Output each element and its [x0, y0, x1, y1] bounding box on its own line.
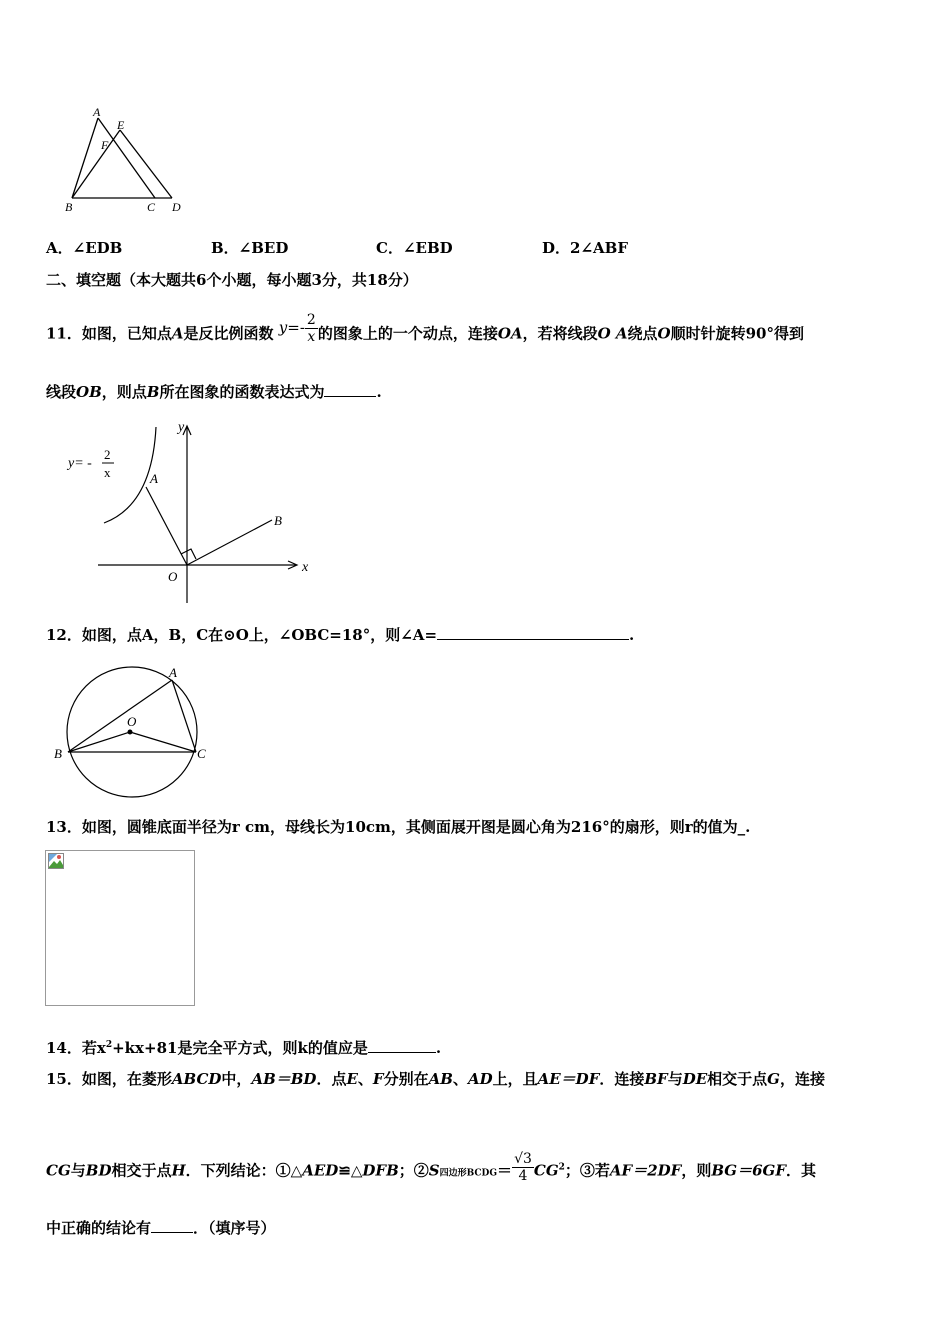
q15-line1: 15．如图，在菱形ABCD中，AB＝BD．点E、F分别在AB、AD上，且AE＝DF．连接BF与DE相交于点G，连接: [46, 1070, 825, 1088]
q11-line2: 线段OB，则点B所在图象的函数表达式为 .: [46, 383, 382, 401]
option-b: B．∠BED: [211, 239, 289, 257]
q14-line: 14．若$x^2+kx+81$是完全平方式，则k的值应是 .: [46, 1039, 442, 1057]
label-C: C: [147, 200, 156, 214]
broken-image-placeholder: [45, 850, 195, 1006]
q11-answer-blank[interactable]: [324, 382, 376, 397]
y-axis-label: y: [178, 420, 185, 435]
label-F: F: [101, 138, 109, 152]
q14-answer-blank[interactable]: [368, 1038, 436, 1053]
q13-line: 13．如图，圆锥底面半径为r cm，母线长为10cm，其侧面展开图是圆心角为216°的扇形，则r的值为_.: [46, 818, 751, 836]
label-B: B: [65, 200, 73, 214]
option-a: A．∠EDB: [46, 239, 123, 257]
option-d: D．2∠ABF: [542, 239, 628, 257]
q11-line1: 11．如图，已知点A是反比例函数 y=- $\frac{2}{x}$ 的图象上的一个动点，连接OA，若将线段O A绕点O顺时针旋转90°得到: [46, 312, 804, 345]
point-A: A: [150, 471, 158, 486]
circle-diagram: [50, 660, 220, 805]
q12-line: 12．如图，点A，B，C在⊙O上，∠OBC=18°，则∠A= .: [46, 626, 635, 644]
section-heading: 二、填空题（本大题共6个小题，每小题3分，共18分）: [46, 271, 418, 289]
point-B: B: [274, 513, 282, 528]
circle-point-C: C: [197, 746, 206, 761]
label-A: A: [93, 105, 101, 119]
option-c: C．∠EBD: [376, 239, 453, 257]
q11-number: 11．: [46, 324, 82, 343]
fn-label: y= -: [68, 456, 92, 471]
q15-line2: CG与BD相交于点H．下列结论：①△AED≌△DFB；②S四边形BCDG＝ $\frac{√3}{4}$ $CG^2$；③若AF＝2DF，则BG＝6GF．其: [46, 1151, 817, 1184]
q15-line3: 中正确的结论有 ．（填序号）: [46, 1219, 276, 1237]
fn-num: 2: [104, 447, 111, 462]
figure-coordinate-q11: [60, 415, 330, 610]
figure-circle-q12: [50, 660, 220, 805]
q15-answer-blank[interactable]: [151, 1218, 193, 1233]
triangle-diagram: [60, 104, 190, 219]
x-axis-label: x: [302, 560, 309, 575]
q12-answer-blank[interactable]: [437, 625, 629, 640]
circle-point-A: A: [169, 665, 177, 680]
point-O: O: [168, 569, 178, 584]
coordinate-diagram: [60, 415, 330, 610]
q15-fraction: $\frac{√3}{4}$: [514, 1151, 532, 1184]
q11-function: y=- $\frac{2}{x}$: [278, 312, 316, 345]
label-E: E: [117, 118, 125, 132]
circle-point-B: B: [54, 746, 62, 761]
label-D: D: [172, 200, 181, 214]
broken-image-icon: [48, 853, 64, 869]
figure-triangle-q10: [60, 104, 190, 219]
circle-point-O: O: [127, 714, 137, 729]
fn-den: x: [104, 465, 111, 480]
